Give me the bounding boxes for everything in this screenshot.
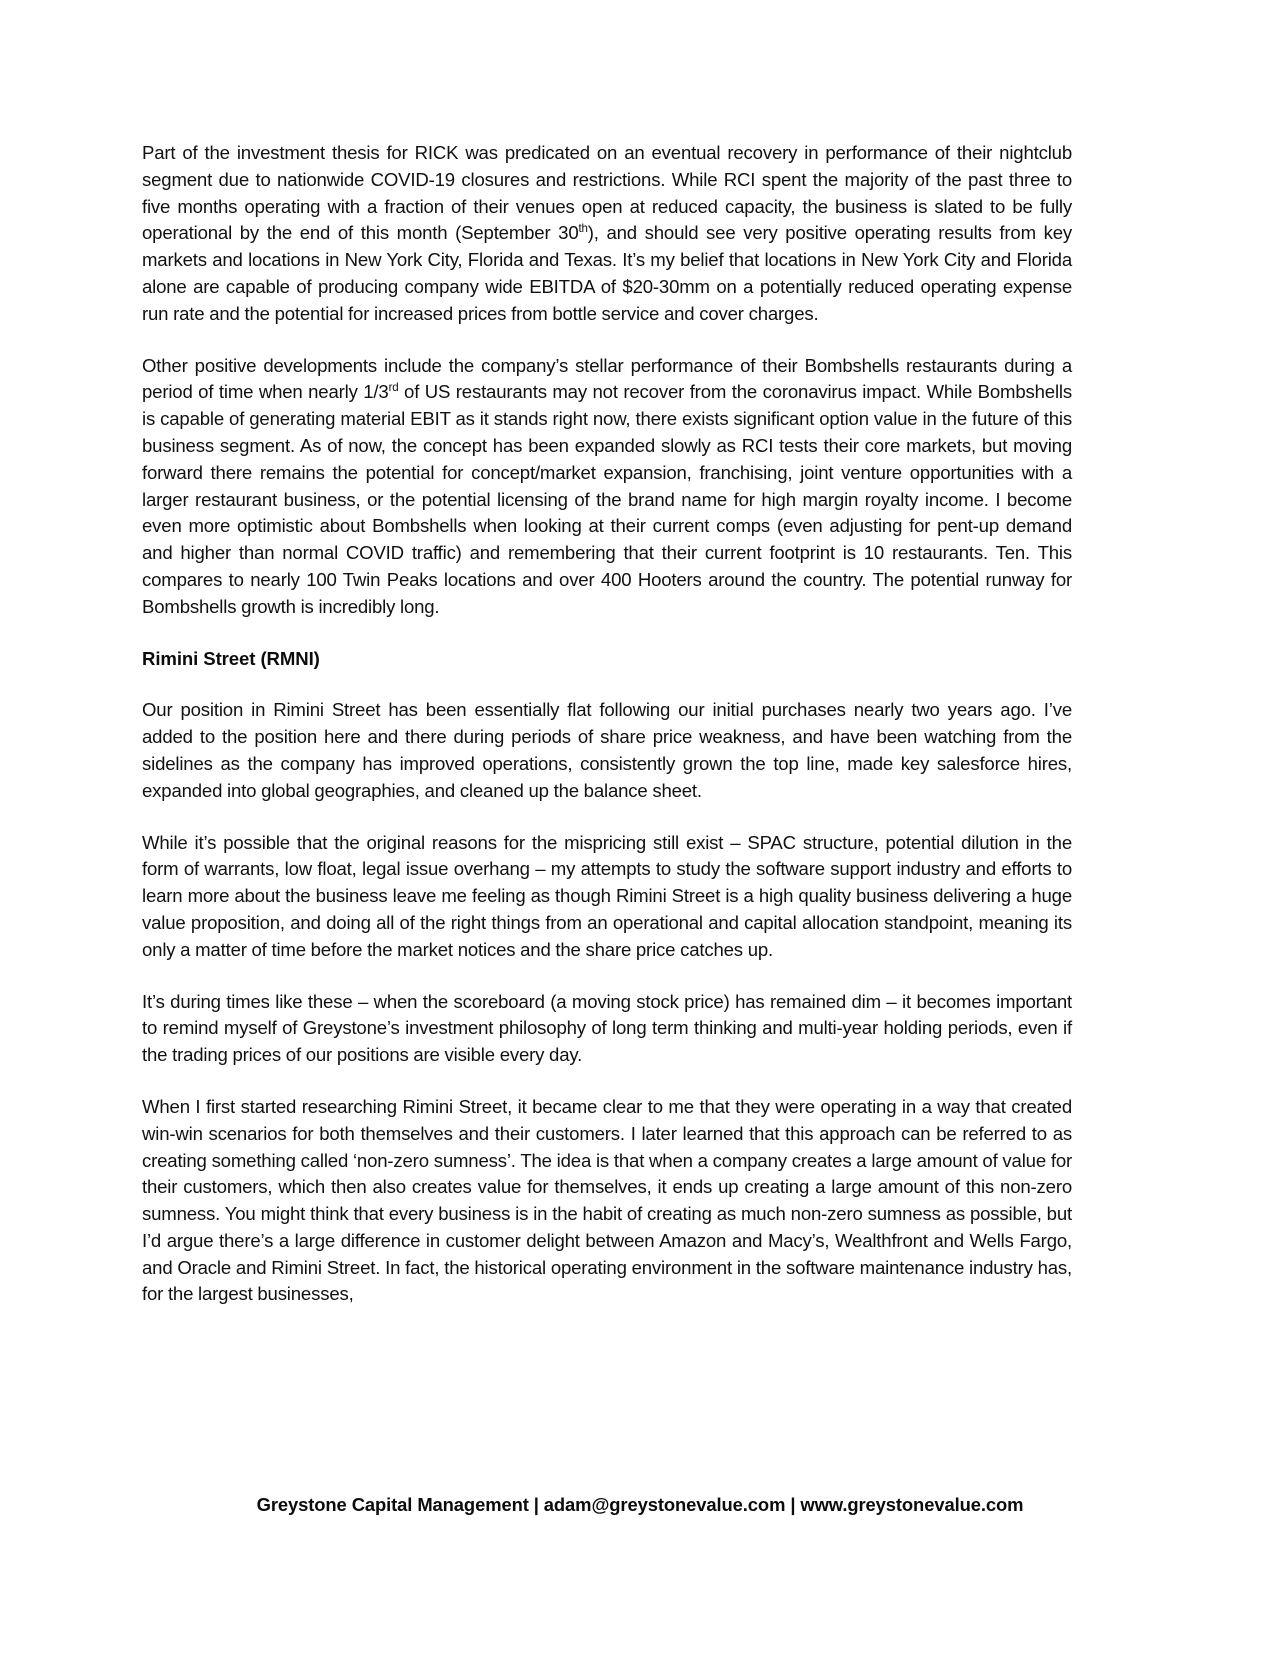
paragraph-scoreboard: It’s during times like these – when the scoreboard (a moving stock price) has remained dim – it becomes important to remind myself of Greystone’s investment philosophy of long term thinking and multi-year holding periods, even if the trading prices of our positions are visible every day. <box>142 990 1072 1066</box>
paragraph-rmni-mispricing: While it’s possible that the original reasons for the mispricing still exist – SPAC structure, potential dilution in the form of warrants, low float, legal issue overhang – my attempts to study the software support industry and efforts to learn more about the business leave me feeling as though Rimini Street is a high quality business delivering a huge value proposition, and doing all of the right things from an operational and capital allocation standpoint, meaning its only a matter of time before the market notices and the share price catches up. <box>142 831 1072 960</box>
document-body <box>142 140 1072 1308</box>
paragraph-rick-thesis: Part of the investment thesis for RICK was predicated on an eventual recovery in performance of their nightclub segment due to nationwide COVID-19 closures and restrictions. While RCI spent the majority of the past three to five months operating with a fraction of their venues open at reduced capacity, the business is slated to be fully operational by the end of this month (September 30th), and should see very positive operating results from key markets and locations in New York City, Florida and Texas. It’s my belief that locations in New York City and Florida alone are capable of producing company wide EBITDA of $20-30mm on a potentially reduced operating expense run rate and the potential for increased prices from bottle service and cover charges. <box>142 142 1072 324</box>
ordinal-suffix: th <box>578 223 588 236</box>
section-heading-rimini-street: Rimini Street (RMNI) <box>142 647 320 669</box>
page-footer: Greystone Capital Management | adam@greystonevalue.com | www.greystonevalue.com <box>256 1494 1024 1515</box>
ordinal-suffix: rd <box>388 382 399 395</box>
paragraph-bombshells: Other positive developments include the company’s stellar performance of their Bombshells restaurants during a period of time when nearly 1/3rd of US restaurants may not recover from the coronavirus impact. While Bombshells is capable of generating material EBIT as it stands right now, there exists significant option value in the future of this business segment. As of now, the concept has been expanded slowly as RCI tests their core markets, but moving forward there remains the potential for concept/market expansion, franchising, joint venture opportunities with a larger restaurant business, or the potential licensing of the brand name for high margin royalty income. I become even more optimistic about Bombshells when looking at their current comps (even adjusting for pent-up demand and higher than normal COVID traffic) and remembering that their current footprint is 10 restaurants. Ten. This compares to nearly 100 Twin Peaks locations and over 400 Hooters around the country. The potential runway for Bombshells growth is incredibly long. <box>142 354 1072 617</box>
paragraph-rmni-position: Our position in Rimini Street has been essentially flat following our initial purchases nearly two years ago. I’ve added to the position here and there during periods of share price weakness, and have been watching from the sidelines as the company has improved operations, consistently grown the top line, made key salesforce hires, expanded into global geographies, and cleaned up the balance sheet. <box>142 699 1072 801</box>
paragraph-non-zero-sumness: When I first started researching Rimini Street, it became clear to me that they were operating in a way that created win-win scenarios for both themselves and their customers. I later learned that this approach can be referred to as creating something called ‘non-zero sumness’. The idea is that when a company creates a large amount of value for their customers, which then also creates value for themselves, it ends up creating a large amount of this non-zero sumness. You might think that every business is in the habit of creating as much non-zero sumness as possible, but I’d argue there’s a large difference in customer delight between Amazon and Macy’s, Wealthfront and Wells Fargo, and Oracle and Rimini Street. In fact, the historical operating environment in the software maintenance industry has, for the largest businesses, <box>142 1095 1072 1305</box>
